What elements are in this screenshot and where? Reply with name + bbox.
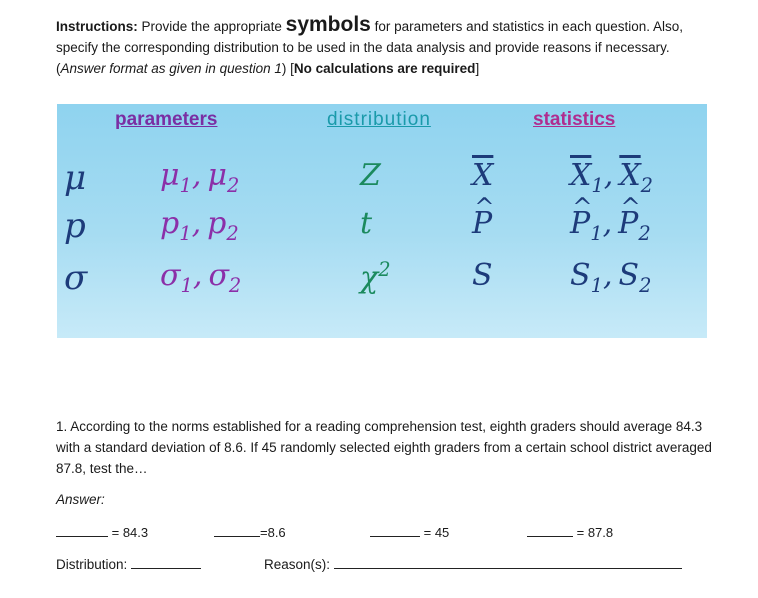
statistic-symbol: S bbox=[472, 258, 493, 293]
instructions-lead: Instructions: bbox=[56, 19, 138, 34]
answer-blank-3[interactable]: = 45 bbox=[370, 524, 449, 540]
answer-blank-4[interactable]: = 87.8 bbox=[527, 524, 613, 540]
param-symbol: σ bbox=[64, 258, 88, 298]
instructions-part1: Provide the appropriate bbox=[141, 19, 282, 34]
question-1: 1. According to the norms established for a reading comprehension test, eighth graders should average 84.3 with a standard deviation of 8.6. If 45 randomly selected eighth graders from a certain school district averaged 87.8, test the… bbox=[56, 419, 712, 476]
param-pair: $\mu_1$, $\mu_2$ bbox=[160, 158, 240, 197]
answer-blank-2[interactable]: =8.6 bbox=[214, 524, 286, 540]
symbols-word: symbols bbox=[285, 13, 371, 36]
distribution-answer[interactable]: Distribution: bbox=[56, 556, 201, 572]
statistic-symbol: ^ P bbox=[472, 206, 492, 241]
instructions-part2: for parameters and statistics in each question. Also, specify the corresponding distribution to be used in the data analysis and provide reasons if necessary. ( bbox=[56, 19, 684, 76]
param-symbol: μ bbox=[64, 158, 87, 198]
distribution-symbol: Z bbox=[360, 158, 381, 193]
instructions bbox=[56, 14, 716, 79]
instructions-part4: ] bbox=[475, 61, 480, 76]
answer-blank-1[interactable]: = 84.3 bbox=[56, 524, 148, 540]
instructions-part3: ) [ bbox=[281, 61, 294, 76]
answer-label: Answer: bbox=[56, 492, 105, 507]
statistic-pair: $\overline{X}_1$, $\overline{X}_2$ bbox=[570, 158, 654, 197]
param-pair: $p_1$, $p_2$ bbox=[160, 206, 239, 245]
reasons-answer[interactable]: Reason(s): bbox=[264, 556, 682, 572]
answer-format-note: Answer format as given in question 1 bbox=[60, 61, 282, 76]
no-calculations-note: No calculations are required bbox=[293, 61, 476, 76]
statistic-pair: ^ $P_1$, ^ $P_2$ bbox=[570, 206, 651, 245]
param-pair: $\sigma_1$, $\sigma_2$ bbox=[160, 258, 242, 297]
header-distribution: distribution bbox=[327, 109, 431, 130]
param-symbol: p bbox=[64, 206, 86, 246]
statistic-symbol: $\overline{X}$ bbox=[472, 158, 494, 193]
distribution-symbol: t bbox=[360, 206, 373, 241]
distribution-symbol: $\chi^2$ bbox=[360, 258, 391, 296]
statistic-pair: $S_1$, $S_2$ bbox=[570, 258, 652, 297]
header-parameters: parameters bbox=[115, 109, 218, 130]
header-statistics: statistics bbox=[533, 109, 616, 130]
